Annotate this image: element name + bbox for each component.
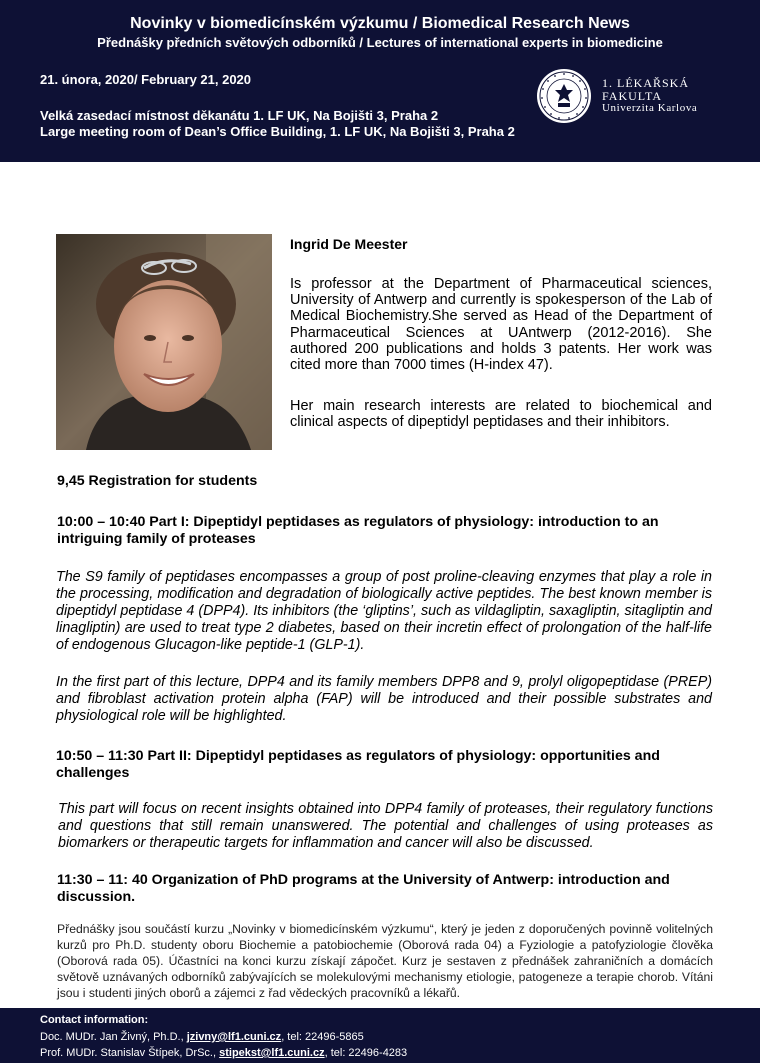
part1-abstract-paragraph1: The S9 family of peptidases encompasses a group of post proline-cleaving enzymes that play a role in the processing, modification and degradation of biologically active peptides. The best known member is dipeptidyl peptidase 4 (DPP4). Its inhibitors (the ‘gliptins’, such as vildagliptin, saxagliptin, sitagliptin and linagliptin) are used to treat type 2 diabetes, based on their incretin effect of prolongation of the half-life of endogenous Glucagon-like peptide-1 (GLP-1). <box>56 569 712 653</box>
event-date: 21. února, 2020/ February 21, 2020 <box>40 72 252 87</box>
part2-heading: 10:50 – 11:30 Part II: Dipeptidyl peptidases as regulators of physiology: opportunities and challenges <box>56 748 660 781</box>
contact-2-name: Prof. MUDr. Stanislav Štípek, DrSc., <box>40 1047 220 1059</box>
part1-heading: 10:00 – 10:40 Part I: Dipeptidyl peptidases as regulators of physiology: introduction to an intriguing family of proteases <box>57 514 659 547</box>
contact-1-name: Doc. MUDr. Jan Živný, Ph.D., <box>40 1031 187 1043</box>
header-banner <box>0 0 760 162</box>
speaker-research-interests: Her main research interests are related to biochemical and clinical aspects of dipeptidyl peptidases and their inhibitors. <box>290 398 712 431</box>
course-note: Přednášky jsou součástí kurzu „Novinky v biomedicínském výzkumu“, který je jeden z doporučených povinně volitelných kurzů pro Ph.D. studenty oboru Biochemie a patobiochemie (Oborová rada 04) a Fyziologie a patofyziologie člověka (Oborová rada 05). Účastníci na konci kurzu získají zápočet. Kurz je sestaven z přednášek zahraničních a domácích světově uznávaných odborníků zabývajících se molekulovými mechanismy etiologie, patogeneze a terapie chorob. Vítáni jsou i studenti jiných oborů a zájemci z řad vědeckých pracovníků a lékařů. <box>57 922 713 1000</box>
registration-item: 9,45 Registration for students <box>57 473 258 489</box>
part3-heading: 11:30 – 11: 40 Organization of PhD programs at the University of Antwerp: introduction and discussion. <box>57 872 670 905</box>
speaker-name: Ingrid De Meester <box>290 236 408 252</box>
contact-1-phone: , tel: 22496-5865 <box>281 1031 364 1043</box>
contact-2-email-link[interactable]: stipekst@lf1.cuni.cz <box>219 1047 325 1059</box>
faculty-name-line2: FAKULTA <box>602 89 663 103</box>
faculty-name-line1: 1. LÉKAŘSKÁ <box>602 76 690 90</box>
series-title: Novinky v biomedicínském výzkumu / Biomedical Research News <box>130 15 630 32</box>
contact-2 <box>40 1047 407 1059</box>
location-cz: Velká zasedací místnost děkanátu 1. LF UK, Na Bojišti 3, Praha 2 <box>40 108 439 123</box>
part1-abstract-paragraph2: In the first part of this lecture, DPP4 and its family members DPP8 and 9, prolyl oligopeptidase (PREP) and fibroblast activation protein alpha (FAP) will be introduced and their possible substrates and physiological role will be highlighted. <box>56 674 712 724</box>
contact-1 <box>40 1031 364 1043</box>
location-en: Large meeting room of Dean’s Office Building, 1. LF UK, Na Bojišti 3, Praha 2 <box>40 124 515 139</box>
speaker-bio: Is professor at the Department of Pharmaceutical sciences, University of Antwerp and currently is spokesperson of the Lab of Medical Biochemistry.She served as Head of the Department of Pharmaceutical Sciences at UAntwerp (2012-2016). She authored 200 publications and holds 3 patents. Her work was cited more than 7000 times (H-index 47). <box>290 276 712 374</box>
faculty-seal-icon <box>536 68 592 124</box>
contact-2-phone: , tel: 22496-4283 <box>324 1047 408 1059</box>
speaker-photo <box>56 234 272 450</box>
part2-abstract: This part will focus on recent insights obtained into DPP4 family of proteases, their regulatory functions and questions that still remain unanswered. The potential and challenges of using proteases as biomarkers or therapeutic targets for inflammation and cancer will also be discussed. <box>58 801 713 851</box>
contact-title: Contact information: <box>40 1014 149 1026</box>
contact-1-email-link[interactable]: jzivny@lf1.cuni.cz <box>186 1031 282 1043</box>
footer-contact <box>0 1008 760 1063</box>
university-name: Univerzita Karlova <box>602 102 698 114</box>
series-subtitle: Přednášky předních světových odborníků / Lectures of international experts in biomedicine <box>97 35 663 50</box>
